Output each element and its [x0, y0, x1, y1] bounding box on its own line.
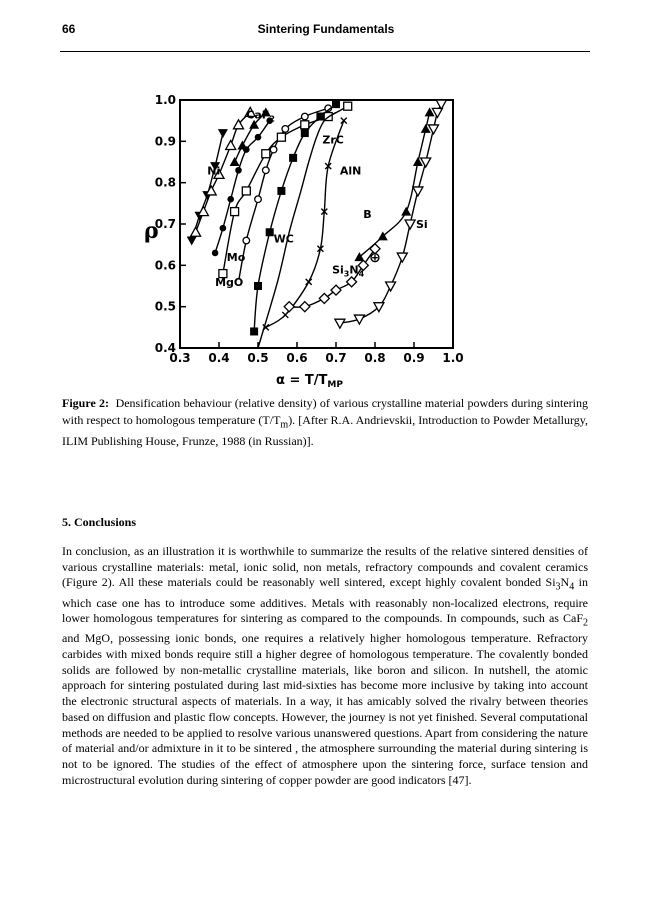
series-line [266, 121, 344, 328]
data-point [206, 186, 216, 195]
data-point [187, 237, 197, 246]
series-si [335, 100, 446, 328]
data-point [277, 133, 285, 141]
header-rule [60, 51, 590, 52]
caption-label: Figure 2: [62, 396, 110, 410]
page-number: 66 [62, 22, 76, 36]
figure-caption: Figure 2: Densification behaviour (relative density) of various crystalline material powders during sintering with respect to homologous temperature $(T/T_m)$. [After R.A. Andrievskii, Introduction to Powder Metallurgy, ILIM Publishing House, Frunze, 1988 (in Russian)]. [62, 396, 589, 449]
series-line [192, 133, 223, 240]
data-point [262, 150, 270, 158]
series-label: WC [273, 232, 294, 246]
data-point [316, 113, 324, 121]
data-point [218, 129, 228, 138]
data-point [319, 293, 329, 303]
data-point [243, 237, 250, 244]
series-label: Si [415, 218, 428, 232]
data-point [301, 121, 309, 129]
series-label: MgO [215, 276, 244, 289]
data-point [235, 167, 242, 174]
x-tick-label: 0.8 [364, 351, 386, 365]
data-point [335, 319, 345, 328]
x-tick-label: 0.4 [208, 351, 230, 365]
y-tick-label: 1.0 [154, 93, 176, 107]
x-tick-label: 0.5 [247, 351, 269, 365]
y-tick-label: 0.9 [154, 134, 176, 149]
y-tick-label: 0.8 [154, 175, 176, 190]
x-axis-label: $\alpha = T/T_{MP}$ [276, 373, 343, 390]
data-point [413, 187, 423, 196]
data-point [254, 282, 262, 290]
data-point [282, 126, 289, 133]
conclusion-paragraph: In conclusion, as an illustration it is worthwhile to summarize the results of the relative sintered densities of various crystalline materials: metal, ionic solid, non metals, refractory compounds and covalent ceramics (Figure 2). All these materials could be reasonably well sintered, except highly covalent bonded $Si_3N_4$ in which case one has to introduce some additives. Metals with reasonably non-localized electrons, require lower homologous temperatures for sintering as compared to the compounds. In compounds, such as CaF$_2$ and MgO, possessing ionic bonds, one requires a relatively higher homologous temperature. Refractory carbides with mixed bonds require still a higher degree of homologous temperature. The covalently bonded solids are followed by non-metallic crystalline materials, like boron and silicon. In nutshell, the atomic approach for sintering postulated during last mid-sixties has become more inclusive by taking into account the electronic structural aspects of materials. In a way, it has amicably solved the rivalry between theories based on diffusion and plastic flow concepts. However, the journey is not yet finished. Several computational methods are needed to be applied to resolve various unanswered questions. Apart from considering the nature of material and/or admixture in it to be sintered , the atmosphere surrounding the material during sintering is not to be ignored. The studies of the effect of atmosphere upon the sintering force, surface tension and microstructural evolution during sintering of copper powder are good indicators [47]. [62, 544, 589, 787]
y-axis-label: ρ [144, 218, 159, 244]
data-point [331, 285, 341, 295]
annotation-symbol: ⊕ [369, 250, 381, 267]
series-label: Mo [226, 251, 246, 265]
data-point [401, 207, 411, 216]
x-tick-label: 1.0 [442, 351, 464, 365]
data-point [266, 228, 274, 236]
y-tick-label: 0.4 [154, 341, 176, 355]
series-label: AlN [339, 164, 362, 178]
data-point [289, 154, 297, 162]
series-si3n4 [284, 244, 380, 312]
data-point [231, 208, 239, 216]
data-point [386, 282, 396, 291]
data-point [397, 253, 407, 262]
x-tick-label: 0.9 [403, 351, 425, 365]
y-tick-label: 0.7 [154, 217, 176, 231]
data-point [226, 140, 236, 149]
data-point [242, 187, 250, 195]
series-label: B [363, 207, 372, 221]
data-point [344, 102, 352, 110]
y-tick-label: 0.5 [154, 299, 176, 314]
data-point [301, 129, 309, 137]
series-label: CaF$_2$ [246, 108, 275, 124]
data-point [302, 113, 309, 120]
y-tick-label: 0.6 [154, 258, 176, 273]
x-tick-label: 0.7 [325, 351, 347, 365]
data-point [405, 220, 415, 229]
data-point [255, 134, 262, 141]
data-point [277, 187, 285, 195]
page-header [62, 22, 590, 42]
densification-chart [140, 88, 480, 394]
data-point [284, 302, 294, 312]
series-label: Ni [207, 164, 221, 178]
series-label: ZrC [322, 133, 344, 147]
data-point [198, 207, 208, 216]
series-label: $Si_3N_4$ [332, 263, 365, 279]
data-point [300, 302, 310, 312]
data-point [230, 157, 240, 166]
data-point [243, 146, 250, 153]
x-tick-label: 0.6 [286, 351, 308, 365]
series-b [354, 107, 434, 261]
data-series [187, 100, 447, 348]
data-point [191, 227, 201, 236]
data-point [220, 225, 227, 232]
data-point [263, 167, 270, 174]
data-point [332, 100, 340, 108]
running-title: Sintering Fundamentals [257, 22, 395, 36]
data-point [255, 196, 262, 203]
section-heading: 5. Conclusions [62, 515, 137, 529]
x-tick-label: 0.3 [169, 351, 191, 365]
data-point [227, 196, 234, 203]
data-point [212, 250, 219, 257]
data-point [250, 327, 258, 335]
